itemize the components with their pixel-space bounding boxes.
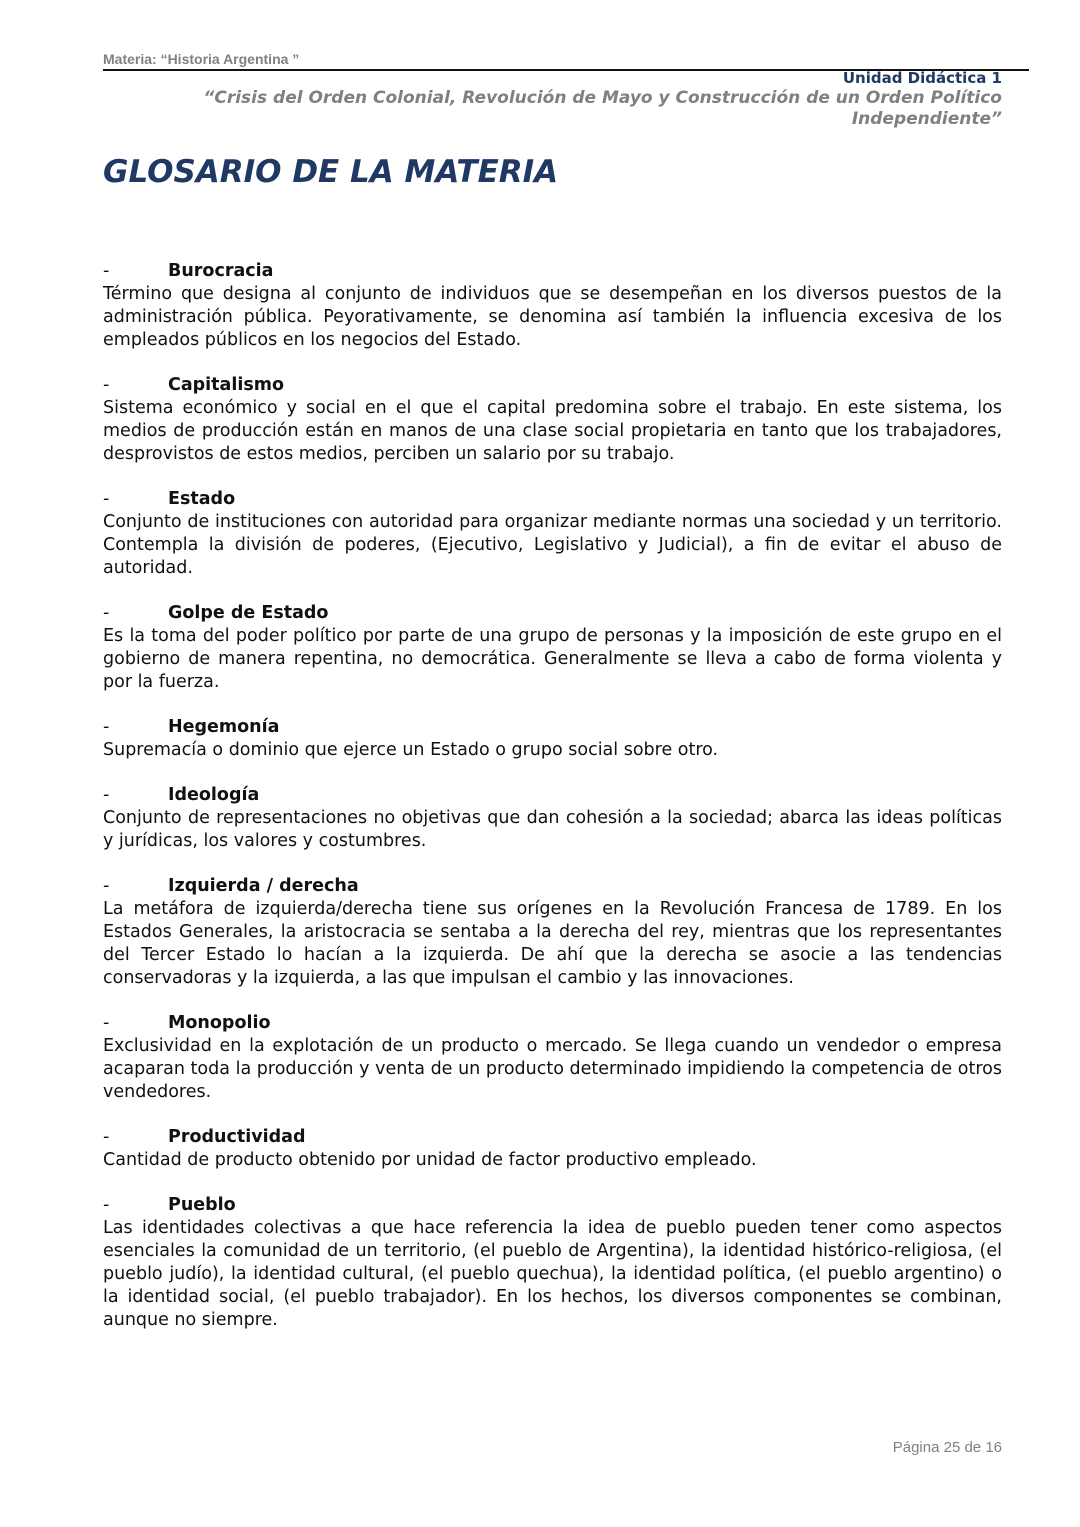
bullet-dash: -	[103, 1195, 110, 1215]
bullet-dash: -	[103, 717, 110, 737]
glossary-definition: La metáfora de izquierda/derecha tiene sus orígenes en la Revolución Francesa de 1789. En los Estados Generales, la aristocracia se sentaba a la derecha del rey, mientras que los representantes del Tercer Estado lo hacían a la izquierda. De ahí que la derecha se asocie a las tendencias conservadoras y la izquierda, a las que impulsan el cambio y las innovaciones.	[103, 899, 1002, 988]
glossary-list	[103, 260, 1002, 1354]
header-unit-title: “Crisis del Orden Colonial, Revolución de Mayo y Construcción de un Orden Político Independiente”	[203, 88, 1002, 129]
glossary-entry	[103, 374, 1002, 466]
glossary-term: Estado	[168, 489, 236, 509]
glossary-entry	[103, 716, 1002, 762]
bullet-dash: -	[103, 261, 110, 281]
glossary-term: Hegemonía	[168, 717, 280, 737]
glossary-definition: Exclusividad en la explotación de un producto o mercado. Se llega cuando un vendedor o empresa acaparan toda la producción y venta de un producto determinado impidiendo la competencia de otros vendedores.	[103, 1036, 1002, 1102]
glossary-entry	[103, 875, 1002, 990]
glossary-definition: Cantidad de producto obtenido por unidad de factor productivo empleado.	[103, 1150, 757, 1170]
bullet-dash: -	[103, 1013, 110, 1033]
page-title: GLOSARIO DE LA MATERIA	[103, 154, 559, 190]
bullet-dash: -	[103, 375, 110, 395]
glossary-definition: Supremacía o dominio que ejerce un Estado o grupo social sobre otro.	[103, 740, 719, 760]
glossary-entry	[103, 784, 1002, 853]
glossary-term: Capitalismo	[168, 375, 285, 395]
glossary-term: Ideología	[168, 785, 260, 805]
bullet-dash: -	[103, 876, 110, 896]
glossary-definition: Las identidades colectivas a que hace referencia la idea de pueblo pueden tener como aspectos esenciales la comunidad de un territorio, (el pueblo de Argentina), la identidad histórico-religiosa, (el pueblo judío), la identidad cultural, (el pueblo quechua), la identidad política, (el pueblo argentino) o la identidad social, (el pueblo trabajador). En los hechos, los diversos componentes se combinan, aunque no siempre.	[103, 1218, 1002, 1330]
glossary-entry	[103, 260, 1002, 352]
glossary-definition: Es la toma del poder político por parte de una grupo de personas y la imposición de este grupo en el gobierno de manera repentina, no democrática. Generalmente se lleva a cabo de forma violenta y por la fuerza.	[103, 626, 1002, 692]
page-number: Página 25 de 16	[892, 1439, 1002, 1456]
header-subject: Materia: “Historia Argentina ”	[103, 51, 300, 67]
bullet-dash: -	[103, 785, 110, 805]
bullet-dash: -	[103, 489, 110, 509]
bullet-dash: -	[103, 1127, 110, 1147]
glossary-term: Golpe de Estado	[168, 603, 329, 623]
glossary-definition: Conjunto de instituciones con autoridad para organizar mediante normas una sociedad y un territorio. Contempla la división de poderes, (Ejecutivo, Legislativo y Judicial), a fin de evitar el abuso de autoridad.	[103, 512, 1002, 578]
glossary-term: Pueblo	[168, 1195, 236, 1215]
glossary-term: Productividad	[168, 1127, 306, 1147]
header-unit: Unidad Didáctica 1	[842, 69, 1002, 87]
glossary-term: Monopolio	[168, 1013, 271, 1033]
glossary-definition: Término que designa al conjunto de individuos que se desempeñan en los diversos puestos de la administración pública. Peyorativamente, se denomina así también la influencia excesiva de los empleados públicos en los negocios del Estado.	[103, 284, 1002, 350]
glossary-entry	[103, 602, 1002, 694]
glossary-entry	[103, 1012, 1002, 1104]
glossary-definition: Conjunto de representaciones no objetivas que dan cohesión a la sociedad; abarca las ideas políticas y jurídicas, los valores y costumbres.	[103, 808, 1002, 851]
glossary-term: Izquierda / derecha	[168, 876, 359, 896]
glossary-entry	[103, 488, 1002, 580]
bullet-dash: -	[103, 603, 110, 623]
glossary-term: Burocracia	[168, 261, 274, 281]
glossary-entry	[103, 1126, 1002, 1172]
glossary-entry	[103, 1194, 1002, 1332]
glossary-definition: Sistema económico y social en el que el capital predomina sobre el trabajo. En este sistema, los medios de producción están en manos de una clase social propietaria en tanto que los trabajadores, desprovistos de estos medios, perciben un salario por su trabajo.	[103, 398, 1002, 464]
